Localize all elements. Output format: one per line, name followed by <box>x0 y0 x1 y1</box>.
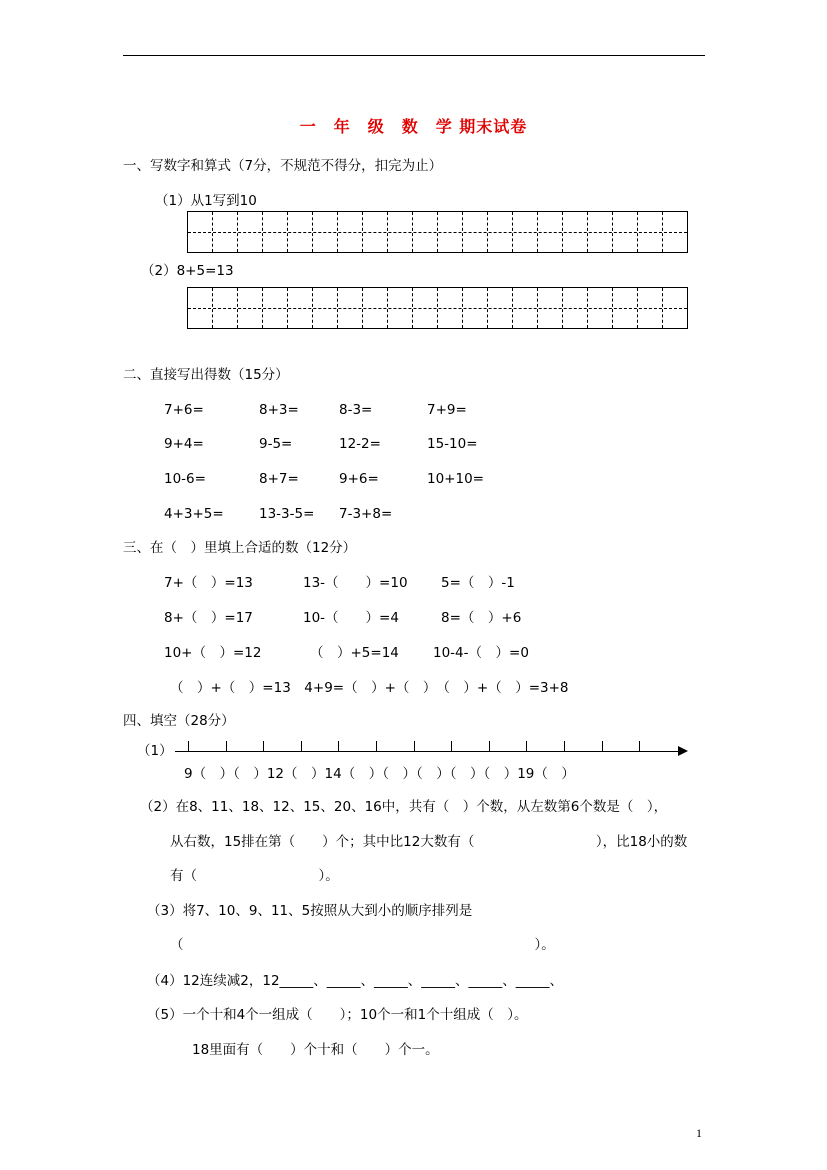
number-line-tick <box>263 741 264 751</box>
grid-guide-line <box>287 288 288 328</box>
grid-guide-line <box>512 212 513 252</box>
section4-q1-label: （1） <box>137 743 173 759</box>
number-line-tick <box>226 741 227 751</box>
grid-guide-line <box>362 288 363 328</box>
grid-guide-line <box>212 212 213 252</box>
fill-item: 10-4-（ ）=0 <box>433 645 529 661</box>
grid-guide-line <box>487 288 488 328</box>
grid-guide-line <box>562 288 563 328</box>
calc-item: 13-3-5= <box>259 506 315 522</box>
grid-guide-line <box>412 212 413 252</box>
number-line-tick <box>602 741 603 751</box>
number-line-tick <box>564 741 565 751</box>
calc-item: 9+6= <box>339 471 379 487</box>
grid-guide-line <box>262 212 263 252</box>
section3-heading: 三、在（ ）里填上合适的数（12分） <box>123 540 357 556</box>
number-line-tick <box>451 741 452 751</box>
calc-item: 9+4= <box>164 436 204 452</box>
number-line <box>175 751 679 752</box>
fill-item: （ ）+5=14 <box>310 645 399 661</box>
grid-guide-line <box>437 288 438 328</box>
calc-item: 12-2= <box>339 436 381 452</box>
writing-grid-2 <box>187 287 688 329</box>
grid-guide-line <box>512 288 513 328</box>
grid-guide-line <box>312 212 313 252</box>
grid-guide-line <box>237 212 238 252</box>
grid-guide-line <box>587 288 588 328</box>
calc-item: 7+6= <box>164 402 204 418</box>
grid-guide-line <box>337 212 338 252</box>
section4-q2-line1: （2）在8、11、18、12、15、20、16中，共有（ ）个数，从左数第6个数是（ ）， <box>140 799 668 815</box>
grid-guide-line <box>537 212 538 252</box>
fill-item: 13-（ ）=10 <box>303 575 408 591</box>
grid-guide-line <box>537 288 538 328</box>
calc-item: 4+3+5= <box>164 506 224 522</box>
section1-q1: （1）从1写到10 <box>155 193 257 209</box>
calc-item: 8-3= <box>339 402 373 418</box>
section4-q3-line1: （3）将7、10、9、11、5按照从大到小的顺序排列是 <box>147 903 473 919</box>
grid-guide-line <box>637 212 638 252</box>
header-rule <box>123 55 705 56</box>
grid-guide-line <box>562 212 563 252</box>
fill-item: 7+（ ）=13 <box>164 575 253 591</box>
grid-guide-line <box>662 212 663 252</box>
calc-item: 7+9= <box>427 402 467 418</box>
grid-guide-line <box>212 288 213 328</box>
grid-guide-line <box>587 212 588 252</box>
calc-item: 10-6= <box>164 471 206 487</box>
fill-item: （ ）+（ ）=13 4+9=（ ）+（ ） （ ）+（ ）=3+8 <box>170 680 569 696</box>
section4-q2-line3: 有（ ）。 <box>170 868 339 884</box>
fill-item: 8=（ ）+6 <box>441 610 522 626</box>
grid-guide-line <box>462 288 463 328</box>
grid-guide-line <box>337 288 338 328</box>
grid-guide-line <box>662 288 663 328</box>
fill-item: 8+（ ）=17 <box>164 610 253 626</box>
page-number: 1 <box>696 1126 702 1140</box>
number-line-labels: 9（ ）（ ）12（ ）14（ ）（ ）（ ）（ ）（ ）19（ ） <box>184 766 575 782</box>
number-line-tick <box>489 741 490 751</box>
calc-item: 15-10= <box>427 436 478 452</box>
calc-item: 9-5= <box>259 436 293 452</box>
section4-q3-line2: （ ）。 <box>170 937 555 953</box>
grid-guide-line <box>387 212 388 252</box>
fill-item: 10-（ ）=4 <box>303 610 399 626</box>
page-title: 一 年 级 数 学 期末试卷 <box>299 117 528 136</box>
number-line-tick <box>338 741 339 751</box>
grid-guide-line <box>237 288 238 328</box>
number-line-tick <box>639 741 640 751</box>
calc-item: 8+3= <box>259 402 299 418</box>
fill-item: 5=（ ）-1 <box>441 575 515 591</box>
number-line-tick <box>188 741 189 751</box>
writing-grid-1 <box>187 211 688 253</box>
number-line-tick <box>526 741 527 751</box>
grid-guide-line <box>487 212 488 252</box>
calc-item: 7-3+8= <box>339 506 393 522</box>
number-line-tick <box>414 741 415 751</box>
grid-guide-line <box>262 288 263 328</box>
grid-guide-line <box>437 212 438 252</box>
grid-guide-line <box>462 212 463 252</box>
section4-q4: （4）12连续减2，12_____、_____、_____、_____、_____、_____、 <box>147 973 564 989</box>
section4-heading: 四、填空（28分） <box>123 713 235 729</box>
grid-guide-line <box>612 212 613 252</box>
section1-q2: （2）8+5=13 <box>141 263 234 279</box>
grid-guide-line <box>612 288 613 328</box>
grid-guide-line <box>287 212 288 252</box>
number-line-tick <box>376 741 377 751</box>
grid-guide-line <box>362 212 363 252</box>
fill-item: 10+（ ）=12 <box>164 645 262 661</box>
section1-heading: 一、写数字和算式（7分，不规范不得分，扣完为止） <box>123 158 443 174</box>
calc-item: 8+7= <box>259 471 299 487</box>
number-line-arrow-icon <box>678 746 688 756</box>
section4-q5-line2: 18里面有（ ）个十和（ ）个一。 <box>192 1042 439 1058</box>
section4-q5-line1: （5）一个十和4个一组成（ ）；10个一和1个十组成（ ）。 <box>147 1007 528 1023</box>
calc-item: 10+10= <box>427 471 484 487</box>
grid-guide-line <box>387 288 388 328</box>
grid-guide-line <box>412 288 413 328</box>
number-line-tick <box>301 741 302 751</box>
grid-guide-line <box>312 288 313 328</box>
section2-heading: 二、直接写出得数（15分） <box>123 367 289 383</box>
section4-q2-line2: 从右数，15排在第（ ）个；其中比12大数有（ ），比18小的数 <box>170 834 688 850</box>
grid-guide-line <box>637 288 638 328</box>
